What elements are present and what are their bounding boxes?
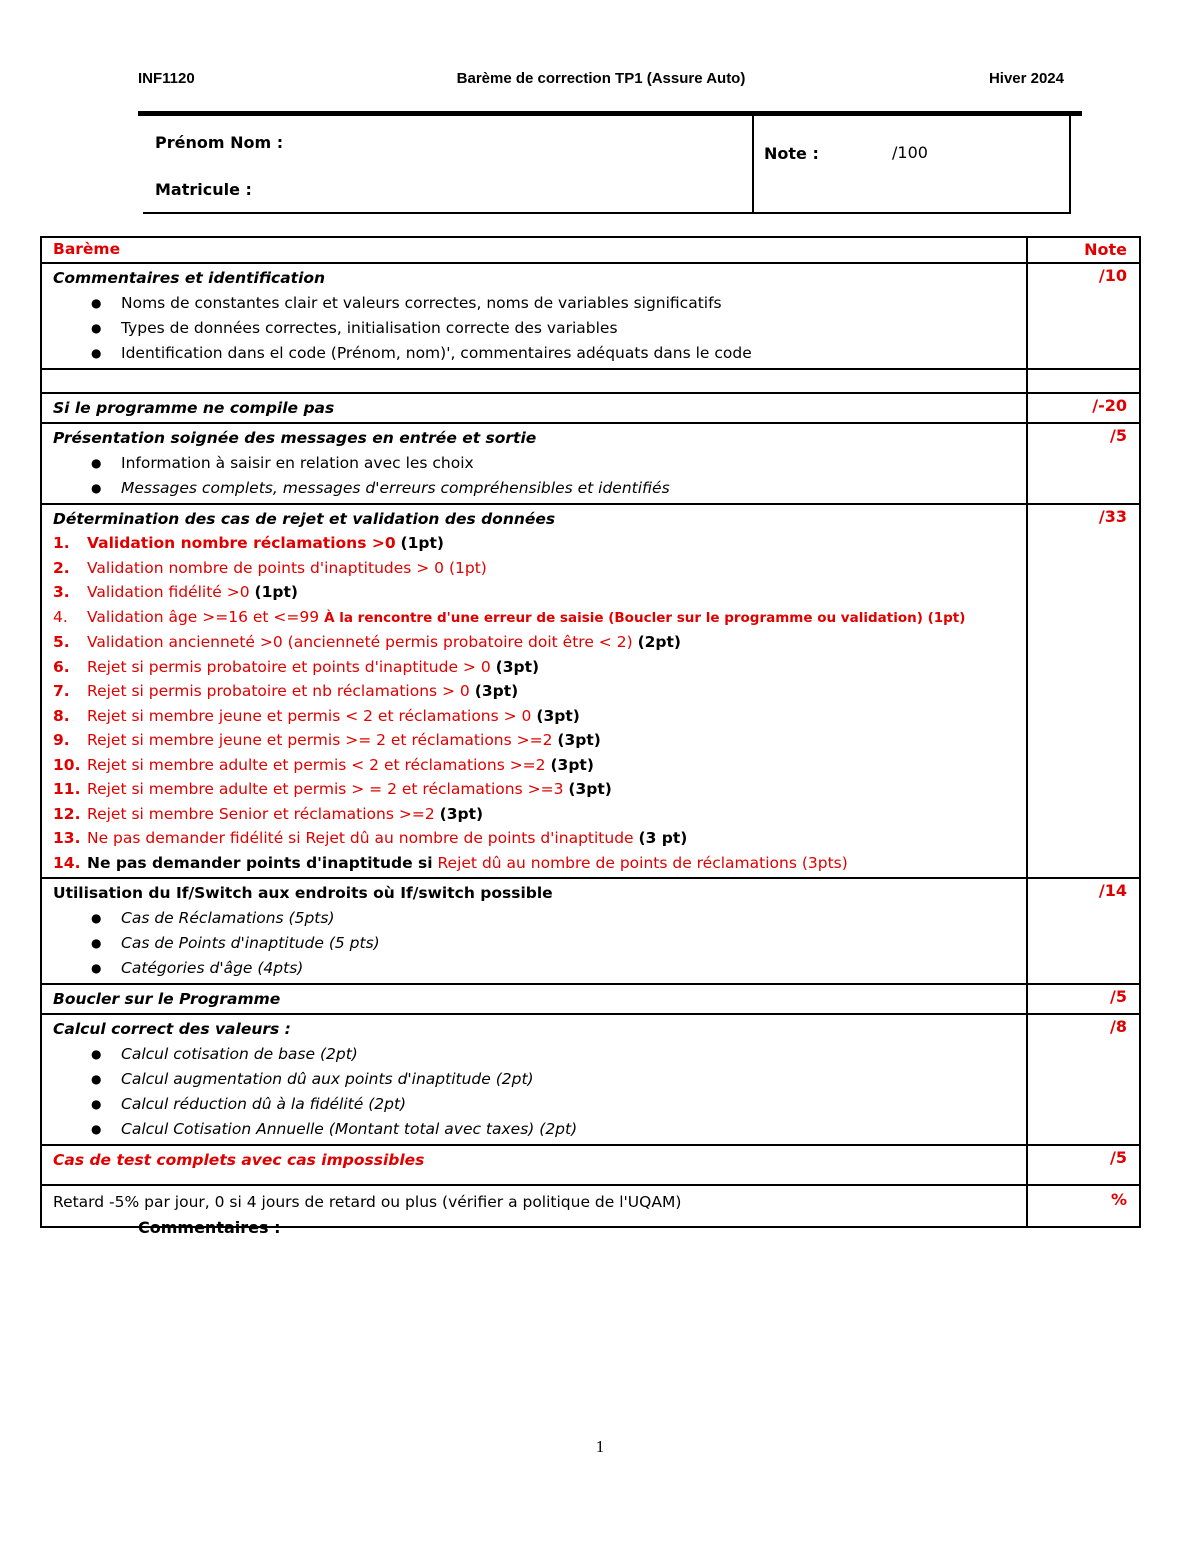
- list-item: ● Information à saisir en relation avec les choix: [53, 451, 1016, 476]
- list-item: 11. Rejet si membre adulte et permis > = 2 et réclamations >=3 (3pt): [53, 780, 612, 798]
- bullet-icon: ●: [91, 960, 102, 975]
- list-item: ● Cas de Points d'inaptitude (5 pts): [53, 931, 1016, 956]
- section-commentaires: [41, 263, 1140, 369]
- bullet-icon: ●: [91, 455, 102, 470]
- section-title: Utilisation du If/Switch aux endroits où If/switch possible: [53, 884, 553, 902]
- list-item: ● Calcul Cotisation Annuelle (Montant total avec taxes) (2pt): [53, 1117, 1016, 1142]
- page-number: 1: [595, 1437, 605, 1456]
- section-note: /5: [1027, 1145, 1140, 1185]
- section-calcul: [41, 1014, 1140, 1145]
- table-header-row: [41, 237, 1140, 263]
- identification-box: [143, 116, 1071, 214]
- list-item: 1. Validation nombre réclamations >0 (1pt): [53, 534, 445, 552]
- section-note: /8: [1027, 1014, 1140, 1145]
- section-rejet: [41, 504, 1140, 879]
- section-note: /14: [1027, 878, 1140, 984]
- list-item: ● Cas de Réclamations (5pts): [53, 906, 1016, 931]
- list-item: 3. Validation fidélité >0 (1pt): [53, 583, 299, 601]
- list-item: ● Calcul augmentation dû aux points d'inaptitude (2pt): [53, 1067, 1016, 1092]
- list-item: 5. Validation ancienneté >0 (ancienneté permis probatoire doit être < 2) (2pt): [53, 633, 682, 651]
- empty-row: [41, 369, 1140, 393]
- section-title: Détermination des cas de rejet et validation des données: [53, 509, 556, 528]
- bullet-icon: ●: [91, 1071, 102, 1086]
- section-title: Commentaires et identification: [53, 269, 326, 287]
- list-item: 2. Validation nombre de points d'inaptitudes > 0 (1pt): [53, 558, 487, 577]
- list-item: 4. Validation âge >=16 et <=99 À la rencontre d'une erreur de saisie (Boucler sur le programme ou validation) (1pt): [53, 607, 966, 626]
- list-item: ● Types de données correctes, initialisation correcte des variables: [53, 316, 1016, 341]
- section-note: /5: [1027, 423, 1140, 504]
- section-tests: [41, 1145, 1140, 1185]
- list-item: 14. Ne pas demander points d'inaptitude si Rejet dû au nombre de points de réclamations (3pts): [53, 853, 848, 872]
- section-note: /5: [1027, 984, 1140, 1015]
- matricule-label: Matricule :: [155, 180, 252, 199]
- bullet-icon: ●: [91, 295, 102, 310]
- term: Hiver 2024: [988, 70, 1064, 87]
- bullet-icon: ●: [91, 1096, 102, 1111]
- list-item: 7. Rejet si permis probatoire et nb réclamations > 0 (3pt): [53, 682, 519, 700]
- name-label: Prénom Nom :: [155, 133, 284, 152]
- list-item: ● Catégories d'âge (4pts): [53, 956, 1016, 981]
- section-note: /33: [1027, 504, 1140, 879]
- section-note: /10: [1027, 263, 1140, 369]
- section-title: Retard -5% par jour, 0 si 4 jours de retard ou plus (vérifier a politique de l'UQAM): [41, 1185, 1027, 1227]
- page-header: [138, 70, 1064, 94]
- bullet-icon: ●: [91, 1121, 102, 1136]
- course-code: INF1120: [138, 70, 195, 87]
- list-item: ● Calcul cotisation de base (2pt): [53, 1042, 1016, 1067]
- section-compile: [41, 393, 1140, 424]
- bullet-icon: ●: [91, 480, 102, 495]
- bullet-icon: ●: [91, 320, 102, 335]
- comments-label: Commentaires :: [138, 1218, 281, 1237]
- list-item: 8. Rejet si membre jeune et permis < 2 et réclamations > 0 (3pt): [53, 706, 580, 725]
- header-bareme: Barème: [41, 237, 1027, 263]
- section-presentation: [41, 423, 1140, 504]
- section-title: Calcul correct des valeurs :: [53, 1020, 291, 1038]
- note-total: /100: [892, 143, 928, 162]
- bullet-icon: ●: [91, 910, 102, 925]
- bullet-icon: ●: [91, 1046, 102, 1061]
- list-item: 9. Rejet si membre jeune et permis >= 2 et réclamations >=2 (3pt): [53, 731, 601, 749]
- section-title: Si le programme ne compile pas: [41, 393, 1027, 424]
- bullet-icon: ●: [91, 935, 102, 950]
- id-box-divider: [752, 116, 754, 212]
- section-title: Cas de test complets avec cas impossibles: [41, 1145, 1027, 1185]
- list-item: ● Noms de constantes clair et valeurs correctes, noms de variables significatifs: [53, 291, 1016, 316]
- grading-table: [40, 236, 1141, 1228]
- list-item: ● Calcul réduction dû à la fidélité (2pt): [53, 1092, 1016, 1117]
- document-title: Barème de correction TP1 (Assure Auto): [456, 70, 746, 87]
- section-title: Présentation soignée des messages en entrée et sortie: [53, 429, 537, 447]
- list-item: 10. Rejet si membre adulte et permis < 2 et réclamations >=2 (3pt): [53, 755, 594, 774]
- list-item: 6. Rejet si permis probatoire et points d'inaptitude > 0 (3pt): [53, 657, 540, 676]
- list-item: ● Messages complets, messages d'erreurs compréhensibles et identifiés: [53, 476, 1016, 501]
- bullet-icon: ●: [91, 345, 102, 360]
- header-note: Note: [1027, 237, 1140, 263]
- list-item: 12. Rejet si membre Senior et réclamations >=2 (3pt): [53, 804, 484, 823]
- section-title: Boucler sur le Programme: [41, 984, 1027, 1015]
- section-boucler: [41, 984, 1140, 1015]
- note-label: Note :: [764, 144, 819, 163]
- list-item: ● Identification dans el code (Prénom, nom)', commentaires adéquats dans le code: [53, 341, 1016, 366]
- section-ifswitch: [41, 878, 1140, 984]
- section-note: %: [1027, 1185, 1140, 1227]
- list-item: 13. Ne pas demander fidélité si Rejet dû au nombre de points d'inaptitude (3 pt): [53, 829, 688, 847]
- section-note: /-20: [1027, 393, 1140, 424]
